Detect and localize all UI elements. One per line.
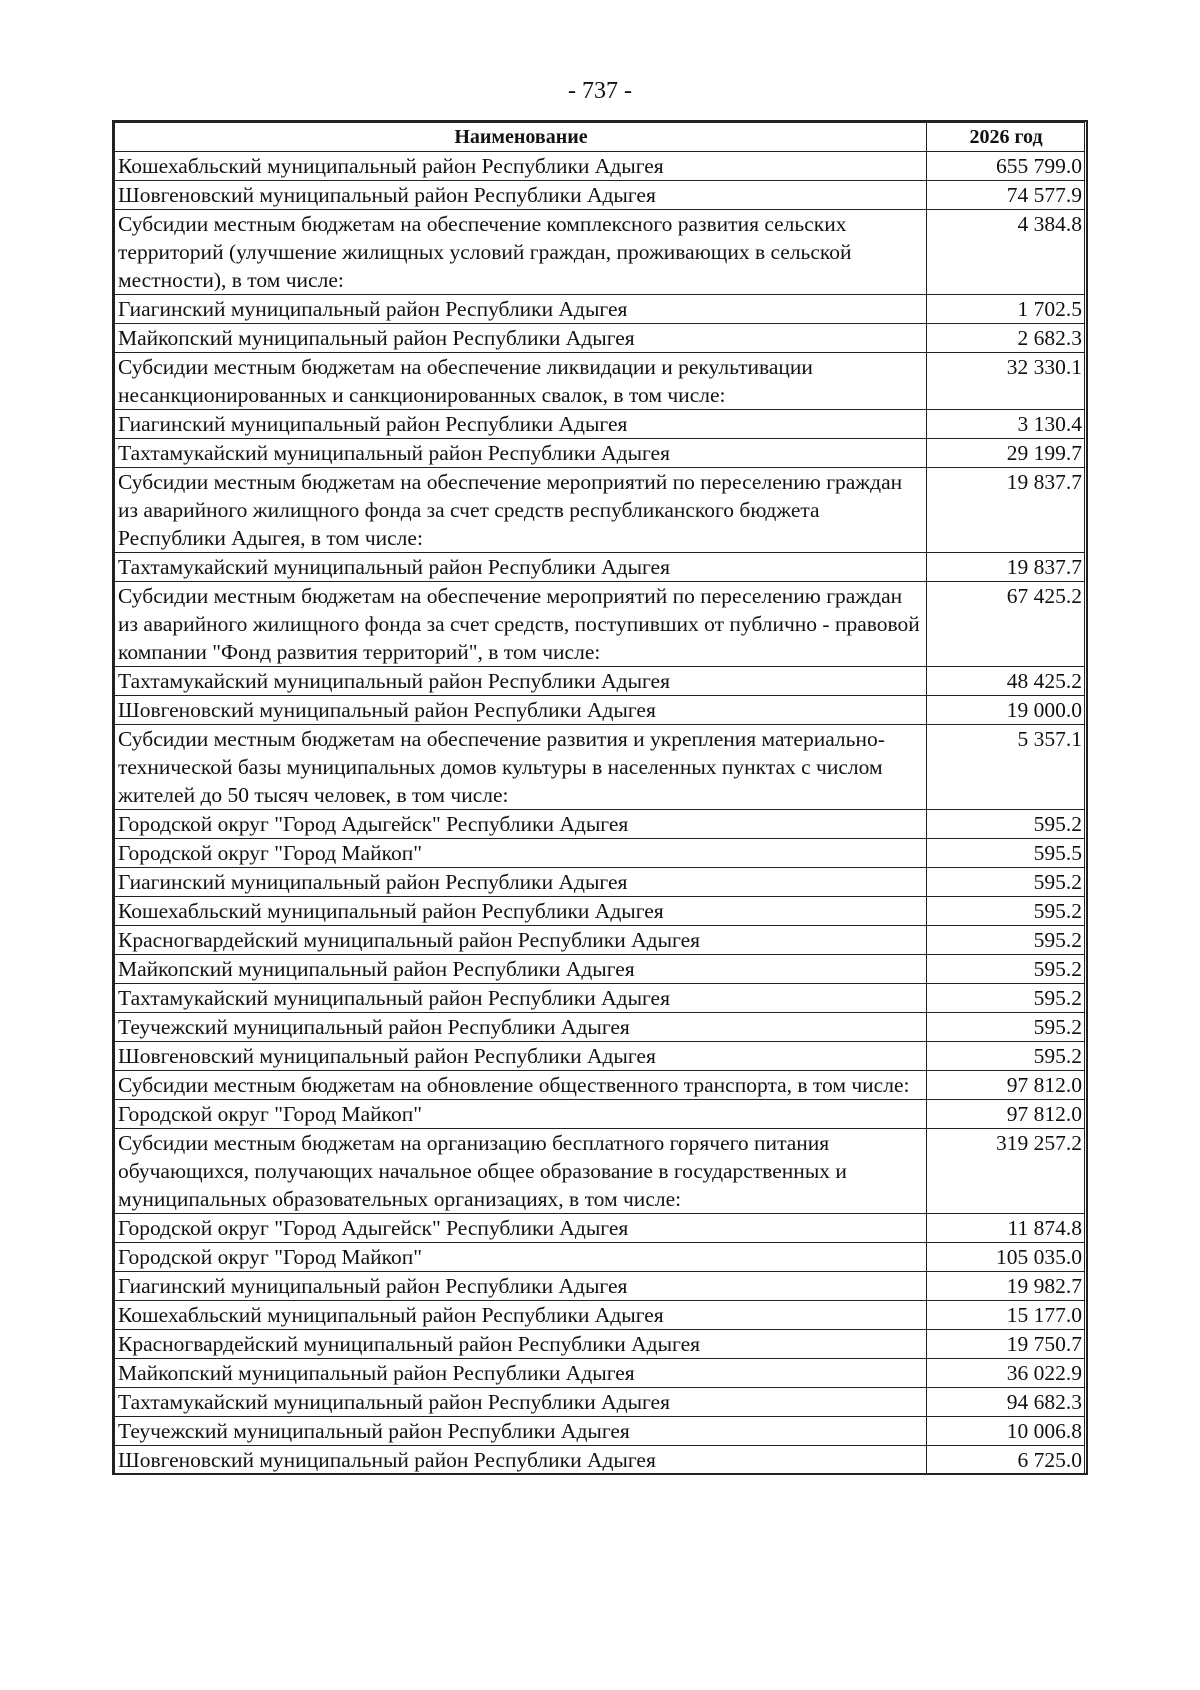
row-amount-cell: 6 725.0: [927, 1446, 1085, 1475]
table-row: [115, 1272, 1085, 1301]
table-row: [115, 984, 1085, 1013]
row-amount-cell: 1 702.5: [927, 295, 1085, 324]
row-name-cell: Гиагинский муниципальный район Республики Адыгея: [115, 1272, 927, 1301]
table-row: [115, 553, 1085, 582]
row-name-cell: Шовгеновский муниципальный район Республики Адыгея: [115, 1446, 927, 1475]
row-name-cell: Шовгеновский муниципальный район Республики Адыгея: [115, 181, 927, 210]
row-amount-cell: 67 425.2: [927, 582, 1085, 667]
row-amount-cell: 94 682.3: [927, 1388, 1085, 1417]
row-name-cell: Городской округ "Город Адыгейск" Республики Адыгея: [115, 810, 927, 839]
row-amount-cell: 48 425.2: [927, 667, 1085, 696]
table-row: [115, 1388, 1085, 1417]
table-row: [115, 439, 1085, 468]
table-row: [115, 839, 1085, 868]
row-amount-cell: 3 130.4: [927, 410, 1085, 439]
row-amount-cell: 595.2: [927, 897, 1085, 926]
table-row: [115, 1243, 1085, 1272]
table-row: [115, 1214, 1085, 1243]
row-name-cell: Кошехабльский муниципальный район Республики Адыгея: [115, 1301, 927, 1330]
table-row: [115, 725, 1085, 810]
row-name-cell: Городской округ "Город Адыгейск" Республики Адыгея: [115, 1214, 927, 1243]
table-row: [115, 897, 1085, 926]
row-name-cell: Субсидии местным бюджетам на обеспечение комплексного развития сельских территорий (улучшение жилищных условий граждан, проживающих в сельской местности), в том числе:: [115, 210, 927, 295]
row-amount-cell: 32 330.1: [927, 353, 1085, 410]
row-name-cell: Гиагинский муниципальный район Республики Адыгея: [115, 295, 927, 324]
table-row: [115, 152, 1085, 181]
table-row: [115, 210, 1085, 295]
table-row: [115, 1071, 1085, 1100]
row-amount-cell: 655 799.0: [927, 152, 1085, 181]
row-name-cell: Красногвардейский муниципальный район Республики Адыгея: [115, 1330, 927, 1359]
budget-table: [114, 122, 1085, 1475]
row-amount-cell: 595.2: [927, 984, 1085, 1013]
table-row: [115, 1100, 1085, 1129]
table-row: [115, 1417, 1085, 1446]
row-amount-cell: 19 837.7: [927, 468, 1085, 553]
row-name-cell: Тахтамукайский муниципальный район Республики Адыгея: [115, 667, 927, 696]
row-name-cell: Гиагинский муниципальный район Республики Адыгея: [115, 868, 927, 897]
table-body: [115, 152, 1085, 1475]
row-amount-cell: 4 384.8: [927, 210, 1085, 295]
row-name-cell: Субсидии местным бюджетам на обеспечение ликвидации и рекультивации несанкционированных и санкционированных свалок, в том числе:: [115, 353, 927, 410]
table-row: [115, 868, 1085, 897]
row-name-cell: Субсидии местным бюджетам на организацию бесплатного горячего питания обучающихся, получающих начальное общее образование в государственных и муниципальных образовательных организациях, в том числе:: [115, 1129, 927, 1214]
table-row: [115, 810, 1085, 839]
row-name-cell: Тахтамукайский муниципальный район Республики Адыгея: [115, 984, 927, 1013]
row-name-cell: Майкопский муниципальный район Республики Адыгея: [115, 955, 927, 984]
row-amount-cell: 97 812.0: [927, 1071, 1085, 1100]
table-row: [115, 1013, 1085, 1042]
row-name-cell: Кошехабльский муниципальный район Республики Адыгея: [115, 897, 927, 926]
row-amount-cell: 74 577.9: [927, 181, 1085, 210]
row-amount-cell: 15 177.0: [927, 1301, 1085, 1330]
row-amount-cell: 19 000.0: [927, 696, 1085, 725]
row-amount-cell: 595.2: [927, 1013, 1085, 1042]
row-name-cell: Субсидии местным бюджетам на обеспечение мероприятий по переселению граждан из аварийного жилищного фонда за счет средств, поступивших от публично - правовой компании "Фонд развития территорий", в том числе:: [115, 582, 927, 667]
table-header: [115, 123, 1085, 152]
table-row: [115, 1330, 1085, 1359]
row-amount-cell: 19 982.7: [927, 1272, 1085, 1301]
column-header-name: Наименование: [115, 123, 927, 152]
row-name-cell: Субсидии местным бюджетам на обновление общественного транспорта, в том числе:: [115, 1071, 927, 1100]
table-row: [115, 926, 1085, 955]
row-amount-cell: 595.2: [927, 955, 1085, 984]
row-name-cell: Тахтамукайский муниципальный район Республики Адыгея: [115, 439, 927, 468]
table-row: [115, 667, 1085, 696]
header-row: [115, 123, 1085, 152]
row-amount-cell: 2 682.3: [927, 324, 1085, 353]
table-row: [115, 181, 1085, 210]
row-name-cell: Теучежский муниципальный район Республики Адыгея: [115, 1013, 927, 1042]
row-name-cell: Субсидии местным бюджетам на обеспечение мероприятий по переселению граждан из аварийного жилищного фонда за счет средств республиканского бюджета Республики Адыгея, в том числе:: [115, 468, 927, 553]
row-amount-cell: 319 257.2: [927, 1129, 1085, 1214]
row-name-cell: Майкопский муниципальный район Республики Адыгея: [115, 1359, 927, 1388]
row-amount-cell: 11 874.8: [927, 1214, 1085, 1243]
row-name-cell: Городской округ "Город Майкоп": [115, 1100, 927, 1129]
row-amount-cell: 595.5: [927, 839, 1085, 868]
row-amount-cell: 97 812.0: [927, 1100, 1085, 1129]
row-name-cell: Гиагинский муниципальный район Республики Адыгея: [115, 410, 927, 439]
table-row: [115, 1446, 1085, 1475]
column-header-year: 2026 год: [927, 123, 1085, 152]
table-row: [115, 410, 1085, 439]
row-amount-cell: 10 006.8: [927, 1417, 1085, 1446]
table-row: [115, 955, 1085, 984]
row-amount-cell: 595.2: [927, 868, 1085, 897]
row-amount-cell: 19 837.7: [927, 553, 1085, 582]
row-name-cell: Красногвардейский муниципальный район Республики Адыгея: [115, 926, 927, 955]
row-name-cell: Майкопский муниципальный район Республики Адыгея: [115, 324, 927, 353]
row-amount-cell: 36 022.9: [927, 1359, 1085, 1388]
table-row: [115, 1301, 1085, 1330]
row-name-cell: Городской округ "Город Майкоп": [115, 839, 927, 868]
row-name-cell: Тахтамукайский муниципальный район Республики Адыгея: [115, 1388, 927, 1417]
table-row: [115, 324, 1085, 353]
table-row: [115, 468, 1085, 553]
row-amount-cell: 5 357.1: [927, 725, 1085, 810]
row-amount-cell: 19 750.7: [927, 1330, 1085, 1359]
row-name-cell: Городской округ "Город Майкоп": [115, 1243, 927, 1272]
row-name-cell: Кошехабльский муниципальный район Республики Адыгея: [115, 152, 927, 181]
row-amount-cell: 595.2: [927, 1042, 1085, 1071]
row-name-cell: Шовгеновский муниципальный район Республики Адыгея: [115, 1042, 927, 1071]
table-row: [115, 582, 1085, 667]
table-row: [115, 1359, 1085, 1388]
row-amount-cell: 595.2: [927, 926, 1085, 955]
row-amount-cell: 29 199.7: [927, 439, 1085, 468]
table-row: [115, 1129, 1085, 1214]
page-number: - 737 -: [568, 78, 632, 104]
row-amount-cell: 595.2: [927, 810, 1085, 839]
row-amount-cell: 105 035.0: [927, 1243, 1085, 1272]
table-row: [115, 1042, 1085, 1071]
row-name-cell: Шовгеновский муниципальный район Республики Адыгея: [115, 696, 927, 725]
table-row: [115, 295, 1085, 324]
row-name-cell: Теучежский муниципальный район Республики Адыгея: [115, 1417, 927, 1446]
table-row: [115, 696, 1085, 725]
row-name-cell: Тахтамукайский муниципальный район Республики Адыгея: [115, 553, 927, 582]
row-name-cell: Субсидии местным бюджетам на обеспечение развития и укрепления материально-технической базы муниципальных домов культуры в населенных пунктах с числом жителей до 50 тысяч человек, в том числе:: [115, 725, 927, 810]
table-row: [115, 353, 1085, 410]
